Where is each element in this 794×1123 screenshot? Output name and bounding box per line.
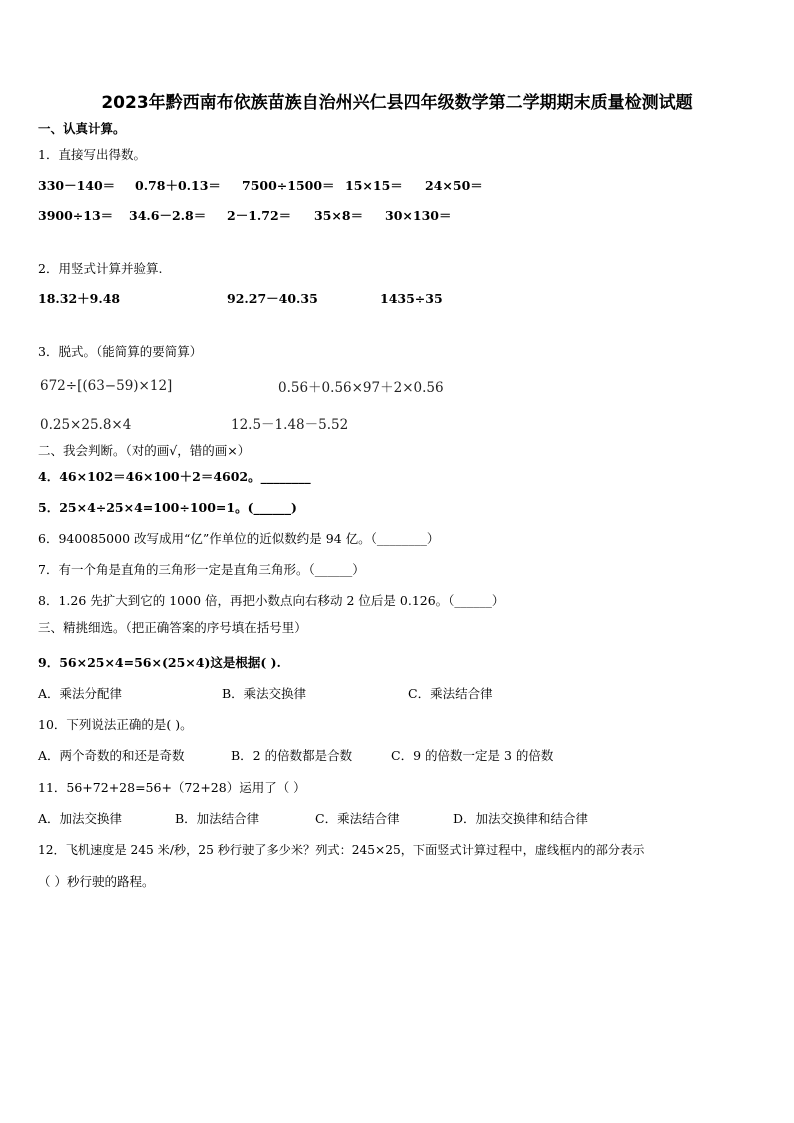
q1-row2-item: 35×8＝ [314, 208, 364, 223]
q2-item: 1435÷35 [380, 291, 443, 306]
q10-option: A．两个奇数的和还是奇数 [38, 748, 185, 763]
q2-item: 18.32＋9.48 [38, 291, 121, 306]
q1-row1-item: 15×15＝ [345, 178, 403, 193]
q1-row2-item: 34.6－2.8＝ [129, 208, 207, 223]
section-2-heading: 二、我会判断。（对的画√，错的画×） [38, 443, 251, 458]
q10-option: C．9 的倍数一定是 3 的倍数 [391, 748, 554, 763]
q1-row1-item: 330－140＝ [38, 178, 116, 193]
q4: 4．46×102＝46×100＋2＝4602。________ [38, 469, 311, 484]
q11-option: A．加法交换律 [38, 811, 123, 826]
q9-option: C．乘法结合律 [408, 686, 493, 701]
q9-option: A．乘法分配律 [38, 686, 123, 701]
q10-option: B．2 的倍数都是合数 [231, 748, 353, 763]
q12-line2: （ ）秒行驶的路程。 [38, 874, 155, 889]
q3-expression: 12.5－1.48－5.52 [231, 417, 349, 433]
q1-row1-item: 0.78＋0.13＝ [135, 178, 221, 193]
q1-row2-item: 3900÷13＝ [38, 208, 114, 223]
q9-option: B．乘法交换律 [222, 686, 307, 701]
q9-stem: 9．56×25×4=56×(25×4)这是根据( ). [38, 655, 281, 670]
q11-option: D．加法交换律和结合律 [453, 811, 589, 826]
q8: 8．1.26 先扩大到它的 1000 倍，再把小数点向右移动 2 位后是 0.126。（______） [38, 593, 505, 608]
q11-option: C．乘法结合律 [315, 811, 400, 826]
q11-stem: 11．56+72+28=56+（72+28）运用了（ ） [38, 780, 306, 795]
q6: 6．940085000 改写成用“亿”作单位的近似数约是 94 亿。（________） [38, 531, 440, 546]
q5: 5．25×4÷25×4=100÷100=1。(______) [38, 500, 297, 515]
q3-expression: 672÷[(63−59)×12] [40, 378, 173, 394]
q1-row2-item: 2－1.72＝ [227, 208, 292, 223]
page-title: 2023年黔西南布依族苗族自治州兴仁县四年级数学第二学期期末质量检测试题 [101, 93, 693, 113]
q1-label: 1．直接写出得数。 [38, 147, 146, 162]
section-1-heading: 一、认真计算。 [38, 121, 126, 136]
q10-stem: 10．下列说法正确的是( )。 [38, 717, 193, 732]
q1-row1-item: 7500÷1500＝ [242, 178, 335, 193]
q3-expression: 0.25×25.8×4 [40, 417, 132, 433]
q3-label: 3．脱式。（能简算的要简算） [38, 344, 203, 359]
q3-expression: 0.56＋0.56×97＋2×0.56 [278, 380, 444, 396]
section-3-heading: 三、精挑细选。（把正确答案的序号填在括号里） [38, 620, 307, 635]
q7: 7．有一个角是直角的三角形一定是直角三角形。（______） [38, 562, 365, 577]
q1-row2-item: 30×130＝ [385, 208, 452, 223]
q2-label: 2．用竖式计算并验算. [38, 261, 163, 276]
q12-line1: 12．飞机速度是 245 米/秒，25 秒行驶了多少米？列式：245×25，下面竖式计算过程中，虚线框内的部分表示 [38, 843, 645, 857]
q11-option: B．加法结合律 [175, 811, 260, 826]
q1-row1-item: 24×50＝ [425, 178, 483, 193]
q2-item: 92.27－40.35 [227, 291, 318, 306]
